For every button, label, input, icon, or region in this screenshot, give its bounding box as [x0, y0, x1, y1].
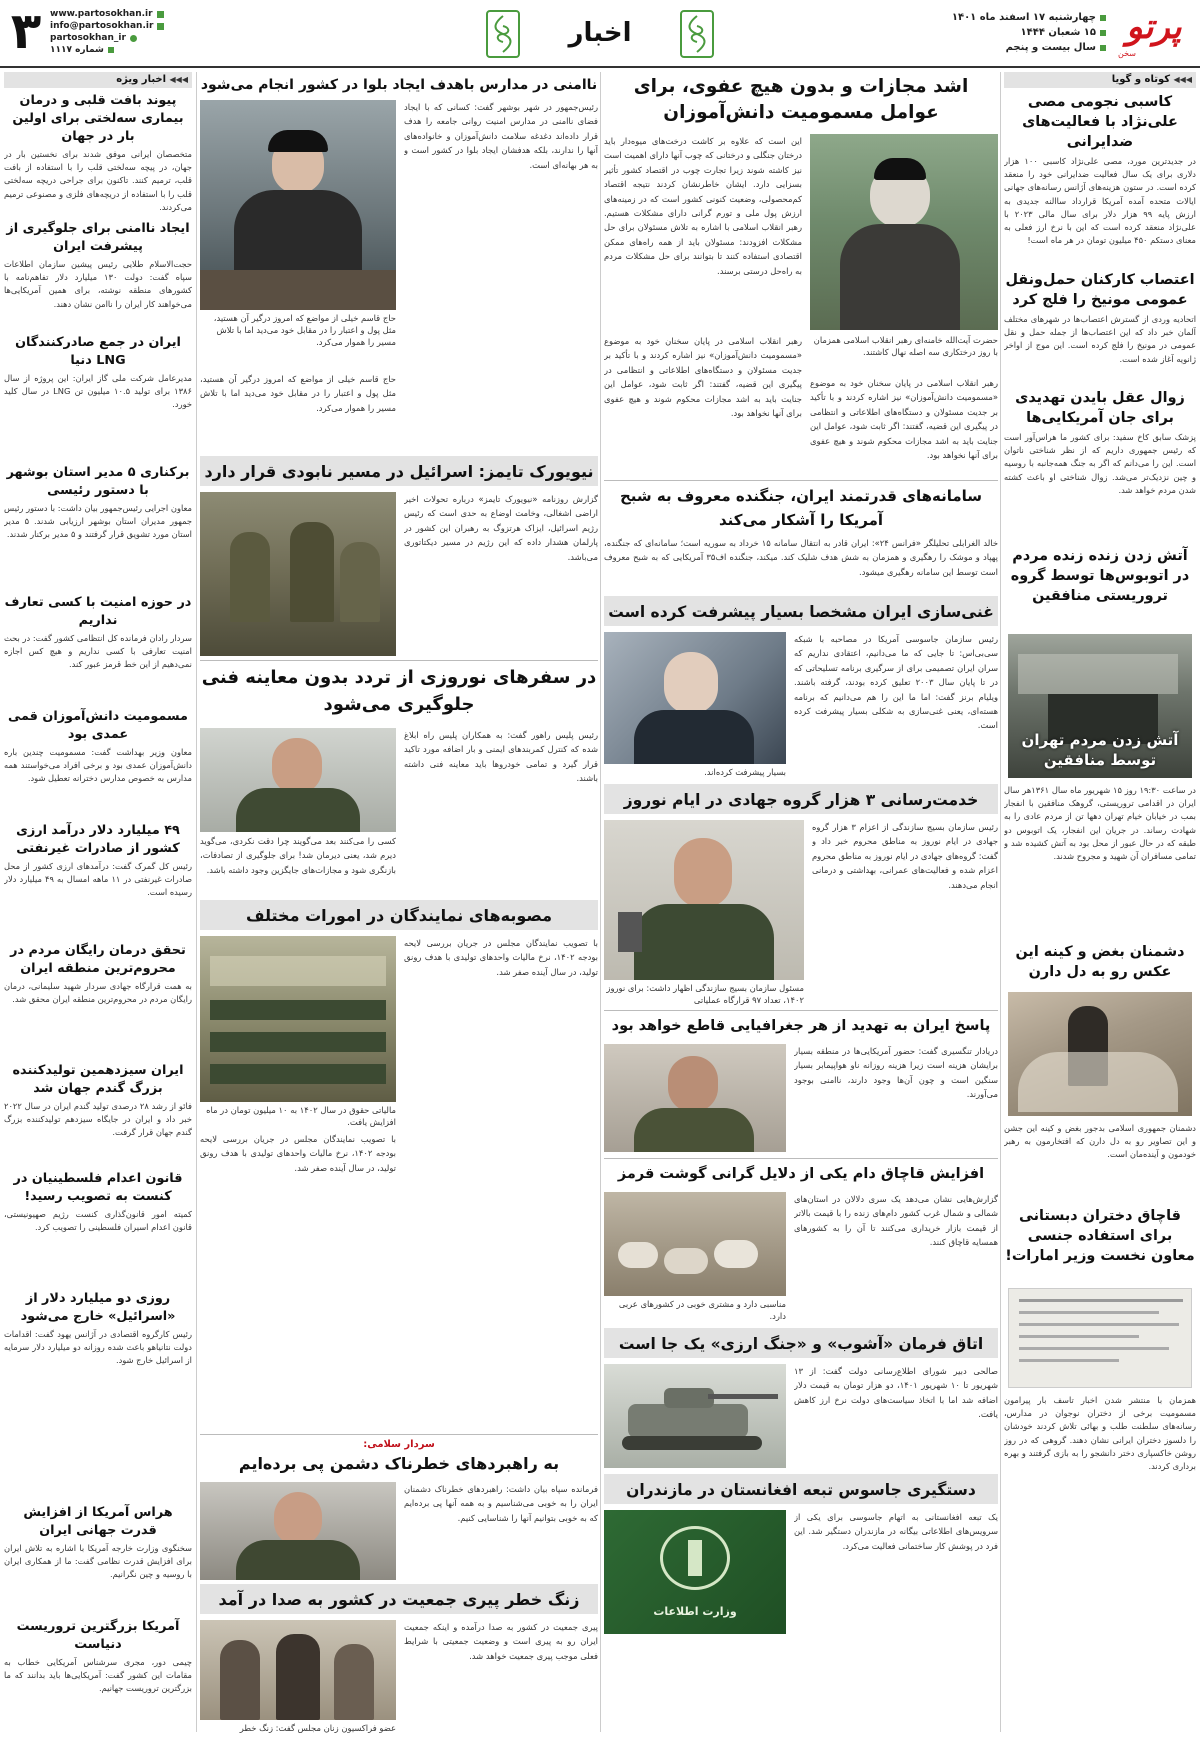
- police-chief-photo: [200, 728, 396, 832]
- school-body-continued: حاج قاسم خیلی از مواضع که امروز درگیر آن هستید، مثل پول و اعتبار را در مقابل خود می‌دید اما با تلاش مسیر را هموار می‌کرد.: [200, 374, 396, 413]
- date-shamsi: چهارشنبه ۱۷ اسفند ماه ۱۴۰۱: [951, 12, 1096, 23]
- brand-name: پرتو: [1126, 7, 1182, 47]
- page-number: ۳: [10, 2, 42, 60]
- threat-headline[interactable]: پاسخ ایران به تهدید از هر جغرافیایی قاطع خواهد بود: [611, 1018, 991, 1034]
- enrichment-body: رئیس سازمان جاسوسی آمریکا در مصاحبه با شبکه سی‌بی‌اس: تا جایی که ما می‌دانیم، اعتقادی نداریم که سران ایران تصمیمی برای از سرگیری برنامه تسلیحاتی که در تا پایان سال ۲۰۰۳ تعلیق کرده بودند، گرفته باشند. ویلیام برنز گفت: اما ما این را هم می‌دانیم که برنامه هسته‌ای، یعنی غنی‌سازی به شکلی بسیار پیشرفت کرده است.: [794, 634, 998, 731]
- news-photo: [1008, 992, 1192, 1116]
- sheep-photo: [604, 1192, 786, 1296]
- item-text: اتحادیه وردی از گسترش اعتصاب‌ها در شهرهای مختلف آلمان خبر داد که این اعتصاب‌ها از جمله حمل و نقل عمومی در مونیخ را فلج کرده است. این موج از اواخر ژانویه آغاز شده است.: [1004, 314, 1196, 364]
- special-news-item[interactable]: در حوزه امنیت با کسی تعارف نداریم سردار رادان فرمانده کل انتظامی کشور گفت: در بحث امنیت تعارفی با کسی نداریم و هیچ کس اجازه نمی‌دهیم از این خط قرمز عبور کند.: [4, 595, 192, 670]
- social-link[interactable]: partosokhan_ir: [50, 33, 126, 43]
- section-title: اخبار: [568, 18, 632, 48]
- item-title: کاسبی نجومی مصی علی‌نژاد با فعالیت‌های ضدایرانی: [1022, 94, 1178, 150]
- arrows-icon: ◀◀◀: [1173, 75, 1192, 84]
- date-hijri: ۱۵ شعبان ۱۴۴۴: [1020, 27, 1096, 38]
- spy-headline[interactable]: دستگیری جاسوس تبعه افغانستان در مازندران: [626, 1481, 976, 1499]
- photo-caption: بسیار پیشرفت کرده‌اند.: [704, 767, 786, 777]
- air-defense-headline[interactable]: سامانه‌های قدرتمند ایران، جنگنده معروف به شبح آمریکا را آشکار می‌کند: [619, 487, 983, 529]
- photo-caption: مناسبی دارد و مشتری خوبی در کشورهای عربی دارد.: [618, 1299, 786, 1321]
- salami-kicker: سردار سلامی:: [363, 1439, 435, 1450]
- item-title: قاچاق دختران دبستانی برای استفاده جنسی معاون نخست وزیر امارات!: [1005, 1208, 1195, 1264]
- photo-caption: حاج قاسم خیلی از مواضع که امروز درگیر آن هستید، مثل پول و اعتبار را در مقابل خود می‌دید اما با تلاش مسیر را هموار می‌کرد.: [213, 313, 396, 347]
- photo-caption: عضو فراکسیون زنان مجلس گفت: زنگ خطر: [239, 1723, 396, 1733]
- short-news-item-text: همزمان با منتشر شدن اخبار تاسف بار پیرامون مسمومیت برخی از دختران نوجوان در مدارس، رسانه‌های سلطنت طلب و بهائی تلاش کردند خودشان را دلسوز دختران ایرانی نشان دهند. گروهی که در روز روشن خاکسپاری دختر دانشجو را به بازی گرفتند و بهره برداری کردند.: [1004, 1395, 1196, 1472]
- parliament-headline[interactable]: مصوبه‌های نمایندگان در امورات مختلف: [245, 906, 553, 925]
- short-news-item[interactable]: [1004, 942, 1196, 992]
- salami-headline[interactable]: به راهبردهای خطرناک دشمن پی برده‌ایم: [238, 1454, 560, 1473]
- special-news-item[interactable]: تحقق درمان رایگان مردم در محروم‌ترین منطقه ایران به همت قرارگاه جهادی سردار شهید سلیمانی، درمان رایگان مردم در محروم‌ترین منطقه ایران محقق شد.: [4, 943, 192, 1005]
- logo-caption: وزارت اطلاعات: [653, 1605, 737, 1618]
- bullet-icon: [1100, 45, 1106, 51]
- photo-caption: مالیاتی حقوق در سال ۱۴۰۲ به ۱۰ میلیون تومان در ماه افزایش یافت.: [206, 1105, 396, 1127]
- enrichment-headline[interactable]: غنی‌سازی ایران مشخصا بسیار پیشرفت کرده است: [608, 603, 994, 621]
- short-news-item[interactable]: [1004, 546, 1196, 610]
- brand-sub: سخن: [1118, 49, 1136, 58]
- ministry-logo-photo: [604, 1510, 786, 1634]
- lead-body-right: رهبر انقلاب اسلامی در پایان سخنان خود به موضوع «مسمومیت دانش‌آموزان» نیز اشاره کردند و با تأکید بر جدیت مسئولان و دستگاه‌های اطلاعاتی و انتظامی در پیگیری این قضیه، گفتند: اگر ثابت شود، عوامل این جنایت باید به اشد مجازات محکوم شوند و هیچ عفوی برای آنها نخواهد بود.: [810, 378, 998, 461]
- short-news-item-text: دشمنان جمهوری اسلامی بدجور بغض و کینه این جشن و این تصاویر رو به دل دارن که افتخارمون به رهبر خودمون و آینده‌مان است.: [1004, 1123, 1196, 1160]
- section-banner: [480, 6, 720, 62]
- date-block: [916, 10, 1106, 62]
- special-news-item[interactable]: ایران سیزدهمین تولیدکننده بزرگ گندم جهان شد فائو از رشد ۲۸ درصدی تولید گندم ایران در سال ۲۰۲۲ خبر داد و ایران در جایگاه سیزدهم تولیدکننده بزرگ گندم جهان قرار گرفت.: [4, 1063, 192, 1138]
- special-news-item[interactable]: ۴۹ میلیارد دلار درآمد ارزی کشور از صادرات غیرنفتی رئیس کل گمرک گفت: درآمدهای ارزی کشور از محل صادرات غیرنفتی در ۱۱ ماهه امسال به ۴۹ میلیارد دلار رسیده است.: [4, 823, 192, 898]
- ornament-icon: [680, 10, 714, 58]
- special-news-item[interactable]: روزی دو میلیارد دلار از «اسرائیل» خارج می‌شود رئیس کارگروه اقتصادی در آژانس یهود گفت: اقدامات دولت نتانیاهو باعث شده روزانه دو میلیارد دلار سرمایه از اسرائیل خارج شود.: [4, 1291, 192, 1366]
- item-title: دشمنان بغض و کینه این عکس رو به دل دارن: [1015, 944, 1185, 980]
- contact-block: [50, 8, 180, 64]
- special-news-item[interactable]: قانون اعدام فلسطینیان در کنست به تصویب رسید! کمیته امور قانون‌گذاری کنست رژیم صهیونیستی، قانون اعدام اسیران فلسطینی را تصویب کرد.: [4, 1171, 192, 1233]
- photo-caption: آتش زدن مردم تهران توسط منافقین: [1021, 731, 1179, 769]
- right-column: [1004, 72, 1196, 1736]
- elderly-photo: [200, 1620, 396, 1720]
- center-right-column: [604, 72, 998, 1736]
- threat-body: دریادار تنگسیری گفت: حضور آمریکایی‌ها در منطقه بسیار برایشان هزینه است زیرا هزینه روزانه ناو هواپیمابر بسیار سنگین است و چون آن‌ها وجود دارند، ناامنی بوجود می‌آورند.: [794, 1046, 998, 1100]
- school-body: رئیس‌جمهور در شهر بوشهر گفت: کسانی که با ایجاد فضای ناامنی در مدارس امنیت روانی جامعه را هدف قرار داده‌اند دغدغه سلامت دانش‌آموزان و خانواده‌های آنها را ندارند، بلکه هدفشان ایجاد بلوا در کشور است و به هر بهانه‌ای است.: [404, 102, 598, 170]
- short-news-item[interactable]: [1004, 1206, 1196, 1286]
- currency-war-body: صالحی دبیر شورای اطلاع‌رسانی دولت گفت: از ۱۳ شهریور تا ۱۰ شهریور ۱۴۰۱، دو هزار تومان به قیمت دلار اضافه شد اما با اتخاذ سیاست‌های دولت نرخ ارز کاهش یافت.: [794, 1366, 998, 1420]
- bullet-icon: [108, 47, 114, 53]
- tank-money-photo: [604, 1364, 786, 1468]
- nowruz-body: رئیس پلیس راهور گفت: به همکاران پلیس راه ابلاغ شده که کنترل کمربندهای ایمنی و بار اضافه مورد تاکید قرار گیرد و تمامی خودروها باید معاینه فنی داشته باشند.: [404, 730, 598, 784]
- mail-icon: [157, 23, 164, 30]
- jihadi-body: رئیس سازمان بسیج سازندگی از اعزام ۳ هزار گروه جهادی در ایام نوروز به مناطق محروم خبر داد و گفت: گروه‌های جهادی در ایام نوروز به مناطق محروم اعزام شده و فعالیت‌های عمرانی، بهداشتی و درمانی انجام می‌دهند.: [812, 822, 998, 890]
- section-label: ◀◀◀ اخبار ویژه: [116, 74, 188, 85]
- item-title: زوال عقل بایدن تهدیدی برای جان آمریکایی‌ها: [1015, 390, 1185, 426]
- commander-photo: [604, 820, 804, 980]
- leader-photo: [810, 134, 998, 330]
- currency-war-headline[interactable]: اتاق فرمان «آشوب» و «جنگ ارزی» یک جا است: [618, 1335, 984, 1353]
- smuggling-body: گزارش‌هایی نشان می‌دهد یک سری دلالان در استان‌های شمالی و شمال غرب کشور دام‌های زنده را با قیمت بالاتر از قیمت بازار خریداری می‌کنند تا آن را به کشورهای همسایه قاچاق کنند.: [794, 1194, 998, 1248]
- bullet-icon: [1100, 30, 1106, 36]
- admiral-photo: [604, 1044, 786, 1152]
- news-photo: [1008, 634, 1192, 778]
- air-defense-body: خالد الغرابلی تحلیلگر «فرانس ۲۴»: ایران قادر به انتقال سامانه ۱۵ خرداد به سوریه است؛ سامانه‌ای که جنگنده، پهپاد و موشک را رهگیری و همزمان به شش هدف شلیک کند. میکند، جنگنده اف‌۳۵ آمریکایی که به شبح معروف است توسط این سامانه رهگیری میشود.: [604, 538, 998, 577]
- special-news-item[interactable]: مسمومیت دانش‌آموزان قمی عمدی بود معاون وزیر بهداشت گفت: مسمومیت چندین باره دانش‌آموزان عمدی بود و برخی افراد می‌خواستند همه مدارس به خصوص مدارس دخترانه تعطیل شود.: [4, 709, 192, 784]
- spy-body: یک تبعه افغانستانی به اتهام جاسوسی برای یکی از سرویس‌های اطلاعاتی بیگانه در مازندران دستگیر شد. این فرد در پوشش کار ساختمانی فعالیت می‌کرد.: [794, 1512, 998, 1551]
- arrows-icon: ◀◀◀: [169, 75, 188, 84]
- instagram-icon: [130, 35, 137, 42]
- left-column: [4, 72, 192, 1736]
- bullet-icon: [1100, 15, 1106, 21]
- parliament-body-continued: با تصویب نمایندگان مجلس در جریان بررسی لایحه بودجه ۱۴۰۲، نرخ مالیات واحدهای تولیدی با هدف رونق تولید، در سال آینده صفر شد.: [200, 1134, 396, 1173]
- special-news-item[interactable]: آمریکا بزرگترین تروریست دنیاست چیمی دور، مجری سرشناس آمریکایی خطاب به مقامات این کشور گفت: آمریکایی‌ها باید بدانند که ما بزرگترین تروریست جهانیم.: [4, 1619, 192, 1694]
- lead-headline[interactable]: اشد مجازات و بدون هیچ عفوی، برای عوامل مسمومیت دانش‌آموزان: [633, 76, 969, 123]
- item-text: در جدیدترین مورد، مصی علی‌نژاد کاسبی ۱۰۰ هزار دلاری برای یک سال فعالیت ضدایرانی خود را منعقد کرده است. در ستون هزینه‌های آژانس رسانه‌های جهانی ایالات متحده آمده آمریکا قرارداد ساالنه جدیدی به ارزش پایه ۹۹ هزار دلار برای سال مالی ۲۰۲۳ با علی‌نژاد منعقد کرده است که این با نرخ ارز فعلی به معنای دستکم ۴۵۰ میلیون تومان در هر ماه است!: [1004, 156, 1196, 246]
- nyt-body: گزارش روزنامه «نیویورک تایمز» درباره تحولات اخیر اراضی اشغالی، وخامت اوضاع به حدی است که رئیس رژیم اسرائیل، ایزاک هرتزوگ به رهبران این کشور در پارلمان هشدار داده که این رژیم در مسیر دیکتاتوری می‌باشد.: [404, 494, 598, 562]
- masthead: [0, 0, 1200, 68]
- photo-caption: حضرت آیت‌الله خامنه‌ای رهبر انقلاب اسلامی همزمان با روز درختکاری سه اصله نهال کاشتند.: [813, 335, 998, 357]
- president-photo: [200, 100, 396, 310]
- special-news-item[interactable]: ایجاد ناامنی برای جلوگیری از پیشرفت ایران حجت‌الاسلام طلایی رئیس پیشین سازمان اطلاعات سپاه گفت: دولت ۱۳۰ میلیارد دلار تفاهم‌نامه با کشورهای منطقه نوشته، برای همین آمریکایی‌ها می‌خواهند کار ایران را ناامن نشان دهند.: [4, 221, 192, 309]
- lead-body: این است که علاوه بر کاشت درخت‌های میوه‌دار باید درختان جنگلی و درختانی که چوب آنها دارای اهمیت است نیز کاشته شوند زیرا تجارت چوب در اقتصاد کشور تأثیر بسزایی دارد. ایشان خاطرنشان کردند نتیجه اقتصاد کم‌محصولی، وضعیت کنونی کشور است که در زمینه‌های ارزش پول ملی و تورم گرانی دارای مشکلات هستیم. رهبر انقلاب اسلامی با اشاره به تلاش مسئولان برای حل مشکلات افزودند: مسئولان باید از همه راه‌های ممکن اقتصادی استفاده کنند تا بتوانند برای حل مشکلات مردم به راه‌حل درستی برسند.: [604, 136, 802, 276]
- nowruz-body-continued: کسی را می‌کنند بعد می‌گویند چرا دقت نکردی، می‌گوید دیرم شد، یعنی دیرمان شد! برای جلوگیری از تصادفات، بازنگری شود و مجازات‌های جایگزین وجود داشته باشد.: [200, 836, 396, 875]
- salami-photo: [200, 1482, 396, 1580]
- short-news-item[interactable]: [1004, 388, 1196, 538]
- salami-body: فرمانده سپاه بیان داشت: راهبردهای خطرناک دشمنان ایران را به خوبی می‌شناسیم و به همه آنها پی برده‌ایم که به خوبی بتوانیم آنها را شناسایی کنیم.: [404, 1484, 598, 1523]
- brand-logo[interactable]: [1114, 4, 1194, 60]
- parliament-body: با تصویب نمایندگان مجلس در جریان بررسی لایحه بودجه ۱۴۰۲، نرخ مالیات واحدهای تولیدی با هدف رونق تولید، در سال آینده صفر شد.: [404, 938, 598, 977]
- item-title: اعتصاب کارکنان حمل‌ونقل عمومی مونیخ را فلج کرد: [1005, 272, 1195, 308]
- short-news-item-text: در ساعت ۱۹:۳۰ روز ۱۵ شهریور ماه سال ۱۳۶۱هر سال ایران در اقدامی تروریستی، گروهک منافقین با انفجار بمب در خیابان خیام تهران دهها تن از مردم عادی را به شهادت رساند. در جریان این انفجار، یک اتوبوس دو طبقه که در حال عبور از محل بود به آتش کشیده شد و تمامی مسافران آن شهید و مجروح شدند.: [1004, 785, 1196, 862]
- photo-caption: مسئول سازمان بسیج سازندگی اظهار داشت: برای نوروز ۱۴۰۲، تعداد ۹۷ قرارگاه عملیاتی: [606, 983, 804, 1005]
- smuggling-headline[interactable]: افزایش قاچاق دام یکی از دلایل گرانی گوشت قرمز: [617, 1166, 985, 1182]
- email-link[interactable]: info@partosokhan.ir: [50, 21, 154, 31]
- school-headline[interactable]: ناامنی در مدارس باهدف ایجاد بلوا در کشور انجام می‌شود: [200, 77, 598, 93]
- section-label: ◀◀◀ کوتاه و گویا: [1111, 74, 1192, 85]
- parliament-photo: [200, 936, 396, 1102]
- issue-number: شماره ۱۱۱۷: [50, 45, 104, 55]
- short-news-item[interactable]: [1004, 270, 1196, 380]
- ornament-icon: [486, 10, 520, 58]
- item-text: پزشک سابق کاخ سفید: برای کشور ما هراس‌آور است که رئیس جمهوری داریم که از نظر شناختی ناتوان است. این را می‌دانم که اگر به جنگ همه‌جانبه با روسیه و چین نزدیک‌تر می‌شد. زوال شناختی او باعث کشته شدن مردم خواهد شد.: [1004, 432, 1196, 495]
- lead-body-continued: رهبر انقلاب اسلامی در پایان سخنان خود به موضوع «مسمومیت دانش‌آموزان» نیز اشاره کردند و با تأکید بر جدیت مسئولان و دستگاه‌های اطلاعاتی و انتظامی در پیگیری این قضیه، گفتند: اگر ثابت شود، عوامل این جنایت باید به اشد مجازات محکوم شوند و هیچ عفوی برای آنها نخواهد بود.: [604, 336, 802, 419]
- document-photo: [1008, 1288, 1192, 1388]
- item-title: آتش زدن زنده زنده مردم در اتوبوس‌ها توسط گروه تروریستی منافقین: [1010, 548, 1190, 604]
- burns-photo: [604, 632, 786, 764]
- soldiers-photo: [200, 492, 396, 656]
- center-left-column: [200, 72, 598, 1736]
- year-label: سال بیست و پنجم: [1005, 42, 1096, 53]
- special-news-item[interactable]: ایران در جمع صادرکنندگان LNG دنیا مدیرعامل شرکت ملی گاز ایران: این پروژه از سال ۱۳۸۶ برای تولید ۱۰.۵ میلیون تن LNG در سال کلید خورد.: [4, 335, 192, 410]
- globe-icon: [157, 11, 164, 18]
- nyt-headline[interactable]: نیویورک تایمز: اسرائیل در مسیر نابودی قرار دارد: [204, 462, 594, 481]
- aging-headline[interactable]: زنگ خطر پیری جمعیت در کشور به صدا در آمد: [218, 1590, 580, 1609]
- special-news-item[interactable]: هراس آمریکا از افزایش قدرت جهانی ایران سخنگوی وزارت خارجه آمریکا با اشاره به تلاش ایران برای افزایش قدرت نظامی گفت: ما از همکاری ایران با روسیه و چین نگرانیم.: [4, 1505, 192, 1580]
- jihadi-headline[interactable]: خدمت‌رسانی ۳ هزار گروه جهادی در ایام نوروز: [623, 791, 979, 809]
- special-news-item[interactable]: پیوند بافت قلبی و درمان بیماری سه‌لختی برای اولین بار در جهان متخصصان ایرانی موفق شدند برای نخستین بار در جهان، در پیچه سه‌لختی قلب را با استفاده از بافت قلب، ترمیم کنند. تاکنون برای جراحی دریچه سه‌لختی قلب را با استفاده از دریچه‌های فلزی و مصنوعی ترمیم می‌کردند.: [4, 93, 192, 212]
- web-link[interactable]: www.partosokhan.ir: [50, 9, 153, 19]
- special-news-item[interactable]: برکناری ۵ مدیر استان بوشهر با دستور رئیسی معاون اجرایی رئیس‌جمهور بیان داشت: با دستور رئیس جمهور مدیران استان بوشهر ارزیابی شدند. ۵ مدیر استان مورد تشویق قرار گرفتند و ۵ مدیر برکنار شدند.: [4, 465, 192, 540]
- nowruz-headline[interactable]: در سفرهای نوروزی از تردد بدون معاینه فنی جلوگیری می‌شود: [201, 667, 597, 715]
- aging-body: پیری جمعیت در کشور به صدا درآمده و اینکه جمعیت ایران رو به پیری است و وضعیت جمعیتی با شرایط فعلی موجب پیری جمعیت خواهد شد.: [404, 1622, 598, 1661]
- short-news-item[interactable]: [1004, 92, 1196, 262]
